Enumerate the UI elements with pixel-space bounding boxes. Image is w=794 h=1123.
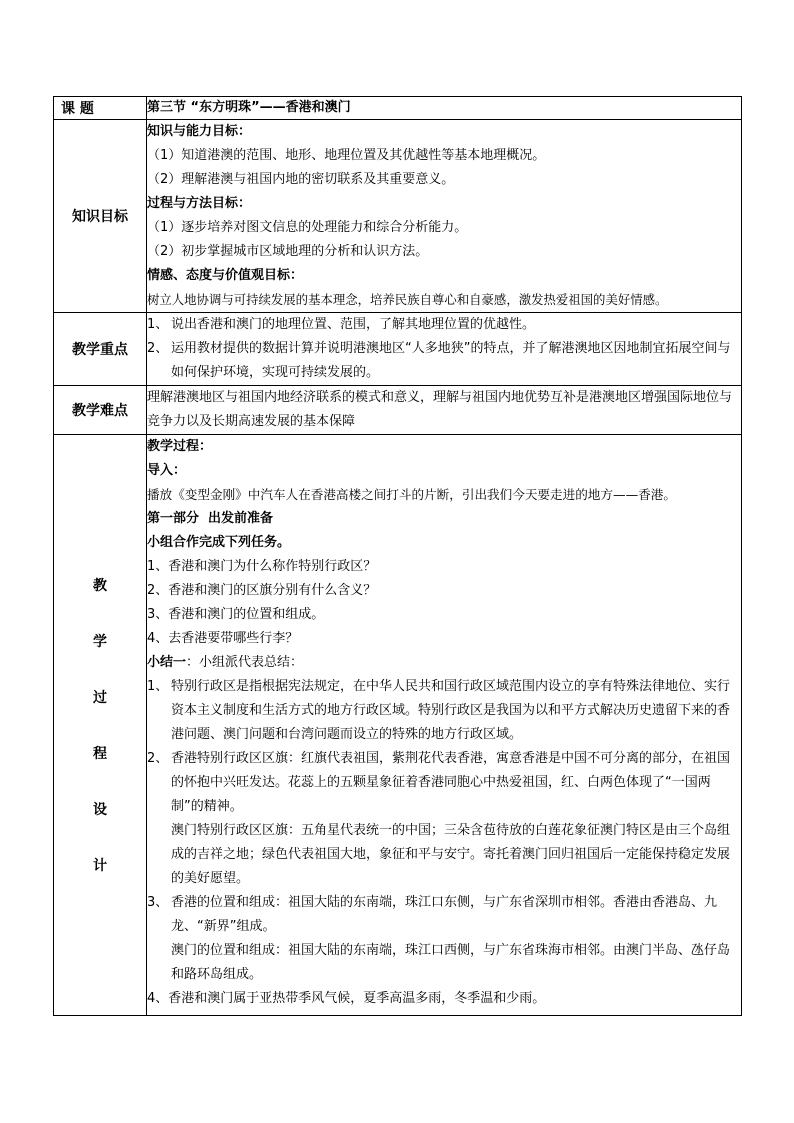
knowledge-label: 知识目标	[54, 120, 147, 313]
task-question: 1、香港和澳门为什么称作特别行政区？	[147, 559, 377, 574]
key-point-item	[147, 313, 741, 337]
summary-label: 小结一	[147, 655, 187, 670]
task-question: 4、去香港要带哪些行李？	[147, 631, 299, 646]
answer-subparagraph: 澳门的位置和组成：祖国大陆的东南端，珠江口西侧，与广东省珠海市相邻。由澳门半岛、氹仔岛和路环岛组成。	[171, 943, 731, 982]
task-heading: 小组合作完成下列任务。	[147, 535, 291, 550]
answer-item	[147, 747, 741, 819]
item-number: 3、	[147, 895, 169, 910]
item-text: 运用教材提供的数据计算并说明港澳地区“人多地狭”的特点，并了解港澳地区因地制宜拓展空间与如何保护环境，实现可持续发展的。	[171, 341, 731, 380]
process-method-item: （2）初步掌握城市区域地理的分析和认识方法。	[147, 244, 429, 259]
process-method-item: （1）逐步培养对图文信息的处理能力和综合分析能力。	[147, 220, 468, 235]
title-row	[54, 97, 742, 120]
process-label-char: 教	[93, 578, 107, 594]
difficulty-text: 理解港澳地区与祖国内地经济联系的模式和意义，理解与祖国内地优势互补是港澳地区增强国际地位与竞争力以及长期高速发展的基本保障	[147, 390, 733, 429]
process-label-char: 计	[93, 858, 107, 874]
process-label	[54, 435, 147, 1016]
process-row	[54, 435, 742, 1016]
knowledge-item: （1）知道港澳的范围、地形、地理位置及其优越性等基本地理概况。	[147, 148, 546, 163]
answer-item: 4、香港和澳门属于亚热带季风气候，夏季高温多雨，冬季温和少雨。	[147, 991, 546, 1006]
key-points-content	[147, 313, 742, 386]
summary-text: ：小组派代表总结：	[186, 655, 304, 670]
process-label-char: 过	[93, 690, 107, 706]
item-text: 香港特别行政区区旗：红旗代表祖国，紫荆花代表香港，寓意香港是中国不可分离的部分，在祖国的怀抱中兴旺发达。花蕊上的五颗星象征着香港同胞心中热爱祖国，红、白两色体现了“一国两制”的精神。	[171, 751, 731, 814]
intro-text: 播放《变型金刚》中汽车人在香港高楼之间打斗的片断，引出我们今天要走进的地方——香港。	[147, 487, 676, 502]
topic-label: 课 题	[54, 97, 147, 120]
process-method-heading: 过程与方法目标：	[147, 196, 252, 211]
key-point-item	[147, 337, 741, 385]
key-points-row	[54, 313, 742, 386]
emotion-item: 树立人地协调与可持续发展的基本理念，培养民族自尊心和自豪感，激发热爱祖国的美好情感。	[147, 292, 668, 307]
process-heading: 教学过程：	[147, 439, 213, 454]
item-text: 香港的位置和组成：祖国大陆的东南端，珠江口东侧，与广东省深圳市相邻。香港由香港岛、九龙、“新界”组成。	[171, 895, 718, 934]
task-question: 2、香港和澳门的区旗分别有什么含义？	[147, 583, 377, 598]
process-content	[147, 435, 742, 1016]
answer-item	[147, 891, 741, 939]
knowledge-row	[54, 120, 742, 313]
knowledge-item: （2）理解港澳与祖国内地的密切联系及其重要意义。	[147, 172, 455, 187]
item-text: 说出香港和澳门的地理位置、范围，了解其地理位置的优越性。	[171, 317, 536, 332]
emotion-heading: 情感、态度与价值观目标：	[147, 268, 304, 283]
difficulty-content	[147, 386, 742, 435]
part-one-heading: 第一部分 出发前准备	[147, 511, 274, 526]
knowledge-heading: 知识与能力目标：	[147, 124, 252, 139]
item-text: 特别行政区是指根据宪法规定，在中华人民共和国行政区域范围内设立的享有特殊法律地位、实行资本主义制度和生活方式的地方行政区域。特别行政区是我国为以和平方式解决历史遗留下来的香港问题、澳门问题和台湾问题而设立的特殊的地方行政区域。	[171, 679, 731, 742]
process-label-char: 设	[93, 802, 107, 818]
key-points-label: 教学重点	[54, 313, 147, 386]
summary-heading	[147, 651, 741, 675]
answer-subparagraph: 澳门特别行政区区旗：五角星代表统一的中国；三朵含苞待放的白莲花象征澳门特区是由三个岛组成的吉祥之地；绿色代表祖国大地，象征和平与安宁。寄托着澳门回归祖国后一定能保持稳定发展的美好愿望。	[171, 823, 731, 886]
process-label-char: 程	[93, 746, 107, 762]
item-number: 1、	[147, 679, 169, 694]
lesson-plan-table	[53, 96, 742, 1016]
lesson-title: 第三节 “东方明珠”——香港和澳门	[147, 97, 742, 120]
difficulty-row	[54, 386, 742, 435]
item-number: 2、	[147, 341, 169, 356]
item-number: 1、	[147, 317, 169, 332]
difficulty-label: 教学难点	[54, 386, 147, 435]
intro-label: 导入：	[147, 463, 187, 478]
item-number: 2、	[147, 751, 169, 766]
process-label-char: 学	[93, 634, 107, 650]
knowledge-content	[147, 120, 742, 313]
task-question: 3、香港和澳门的位置和组成。	[147, 607, 325, 622]
answer-item	[147, 675, 741, 747]
